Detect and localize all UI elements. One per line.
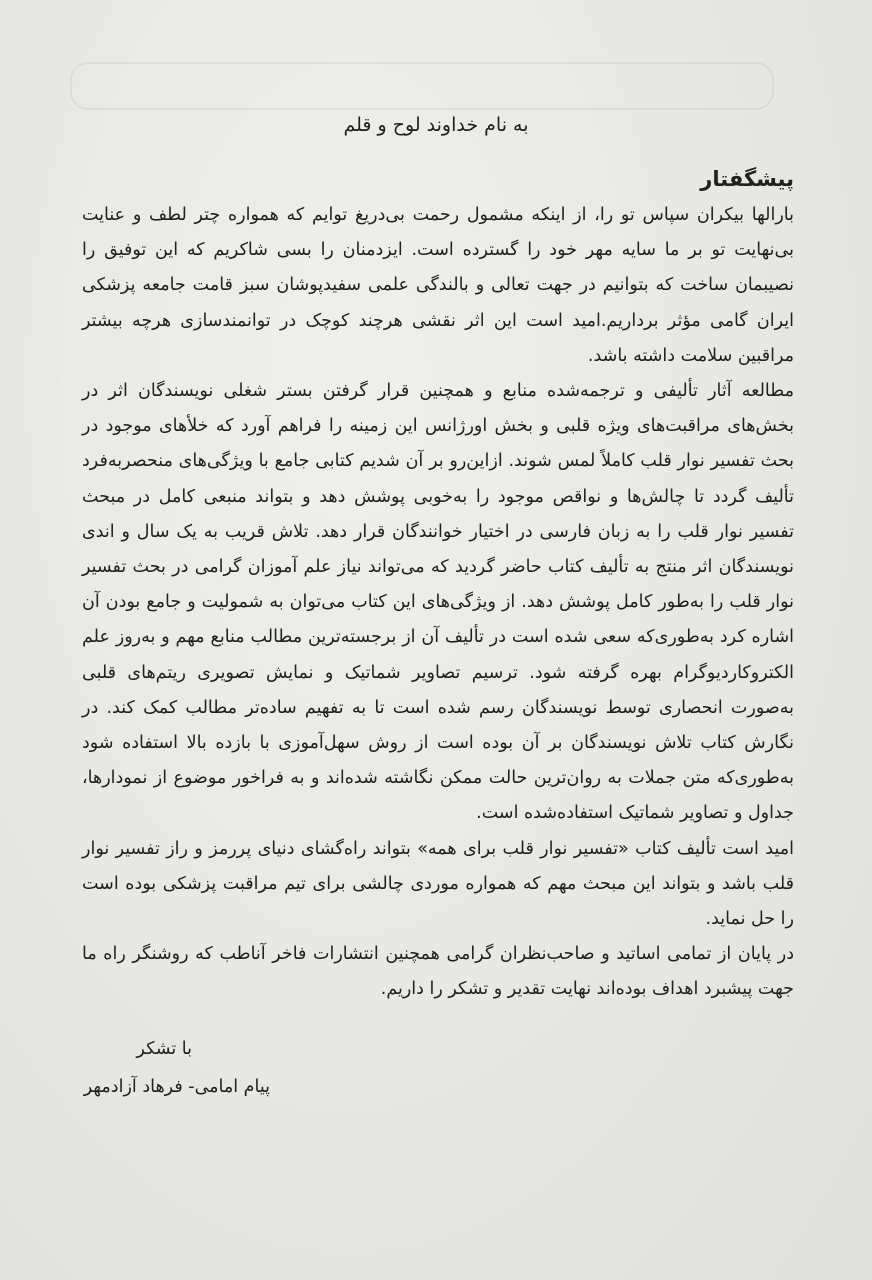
paragraph-gratitude: بارالها بیکران سپاس تو را، از اینکه مشمول رحمت بی‌دریغ توایم که همواره چتر لطف و عنایت بی‌نهایت تو بر ما سایه مهر خود را گسترده است. ایزدمنان را بسی شاکریم که این توفیق را نصیبمان ساخت که بتوانیم در جهت تعالی و بالندگی علمی سفیدپوشان سبز قامت جامعه پزشکی ایران گامی مؤثر برداریم.امید است این اثر نقشی هرچند کوچک در توانمندسازی هرچه بیشتر مراقبین سلامت داشته باشد. [82,205,794,366]
paragraph-acknowledgement: در پایان از تمامی اساتید و صاحب‌نظران گرامی همچنین انتشارات فاخر آناطب که روشنگر راه ما جهت پیشبرد اهداف بوده‌اند نهایت تقدیر و تشکر را داریم. [82,944,794,1000]
author-names: پیام امامی- فرهاد آزادمهر [83,1077,270,1097]
paragraph-motivation: مطالعه آثار تألیفی و ترجمه‌شده منابع و همچنین قرار گرفتن بستر شغلی نویسندگان اثر در بخش‌های مراقبت‌های ویژه قلبی و بخش اورژانس این زمینه را فراهم آورد که خلأهای موجود در بحث تفسیر نوار قلب کاملاً لمس شوند. ازاین‌رو بر آن شدیم کتابی جامع با ویژگی‌های منحصربه‌فرد تألیف گردد تا چالش‌ها و نواقص موجود را به‌خوبی پوشش دهد و بتواند منبعی کامل در مبحث تفسیر نوار قلب را به زبان فارسی در اختیار خوانندگان قرار دهد. تلاش قریب به یک سال و اندی نویسندگان اثر منتج به تألیف کتاب حاضر گردید که می‌تواند نیاز علم آموزان گرامی در بحث تفسیر نوار قلب را به‌طور کامل پوشش دهد. از ویژگی‌های این کتاب می‌توان به شمولیت و جامع بودن آن اشاره کرد به‌طوری‌که سعی شده است در تألیف آن از برجسته‌ترین مطالب منابع مهم و به‌روز علم الکتروکاردیوگرام بهره گرفته شود. ترسیم تصاویر شماتیک و نمایش تصویری ریتم‌های قلبی به‌صورت انحصاری توسط نویسندگان رسم شده است تا به تفهیم ساده‌تر مطالب کمک کند. در نگارش کتاب تلاش نویسندگان بر آن بوده است از روش سهل‌آموزی با بازده بالا استفاده شود به‌طوری‌که متن جملات به روان‌ترین حالت ممکن نگاشته شده‌اند و به فراخور موضوع از نمودارها، جداول و تصاویر شماتیک استفاده‌شده است. [82,381,794,824]
paragraph-hope: امید است تألیف کتاب «تفسیر نوار قلب برای همه» بتواند راه‌گشای دنیای پررمز و راز تفسیر نوار قلب باشد و بتواند این مبحث مهم که همواره موردی چالشی برای تیم مراقبت پزشکی بوده است را حل نماید. [82,838,794,930]
preface-body [82,198,794,1008]
page-title: پیشگفتار [700,167,794,191]
bleed-through-frame [70,62,774,110]
signoff: با تشکر [136,1039,192,1059]
basmala: به نام خداوند لوح و قلم [343,114,529,136]
